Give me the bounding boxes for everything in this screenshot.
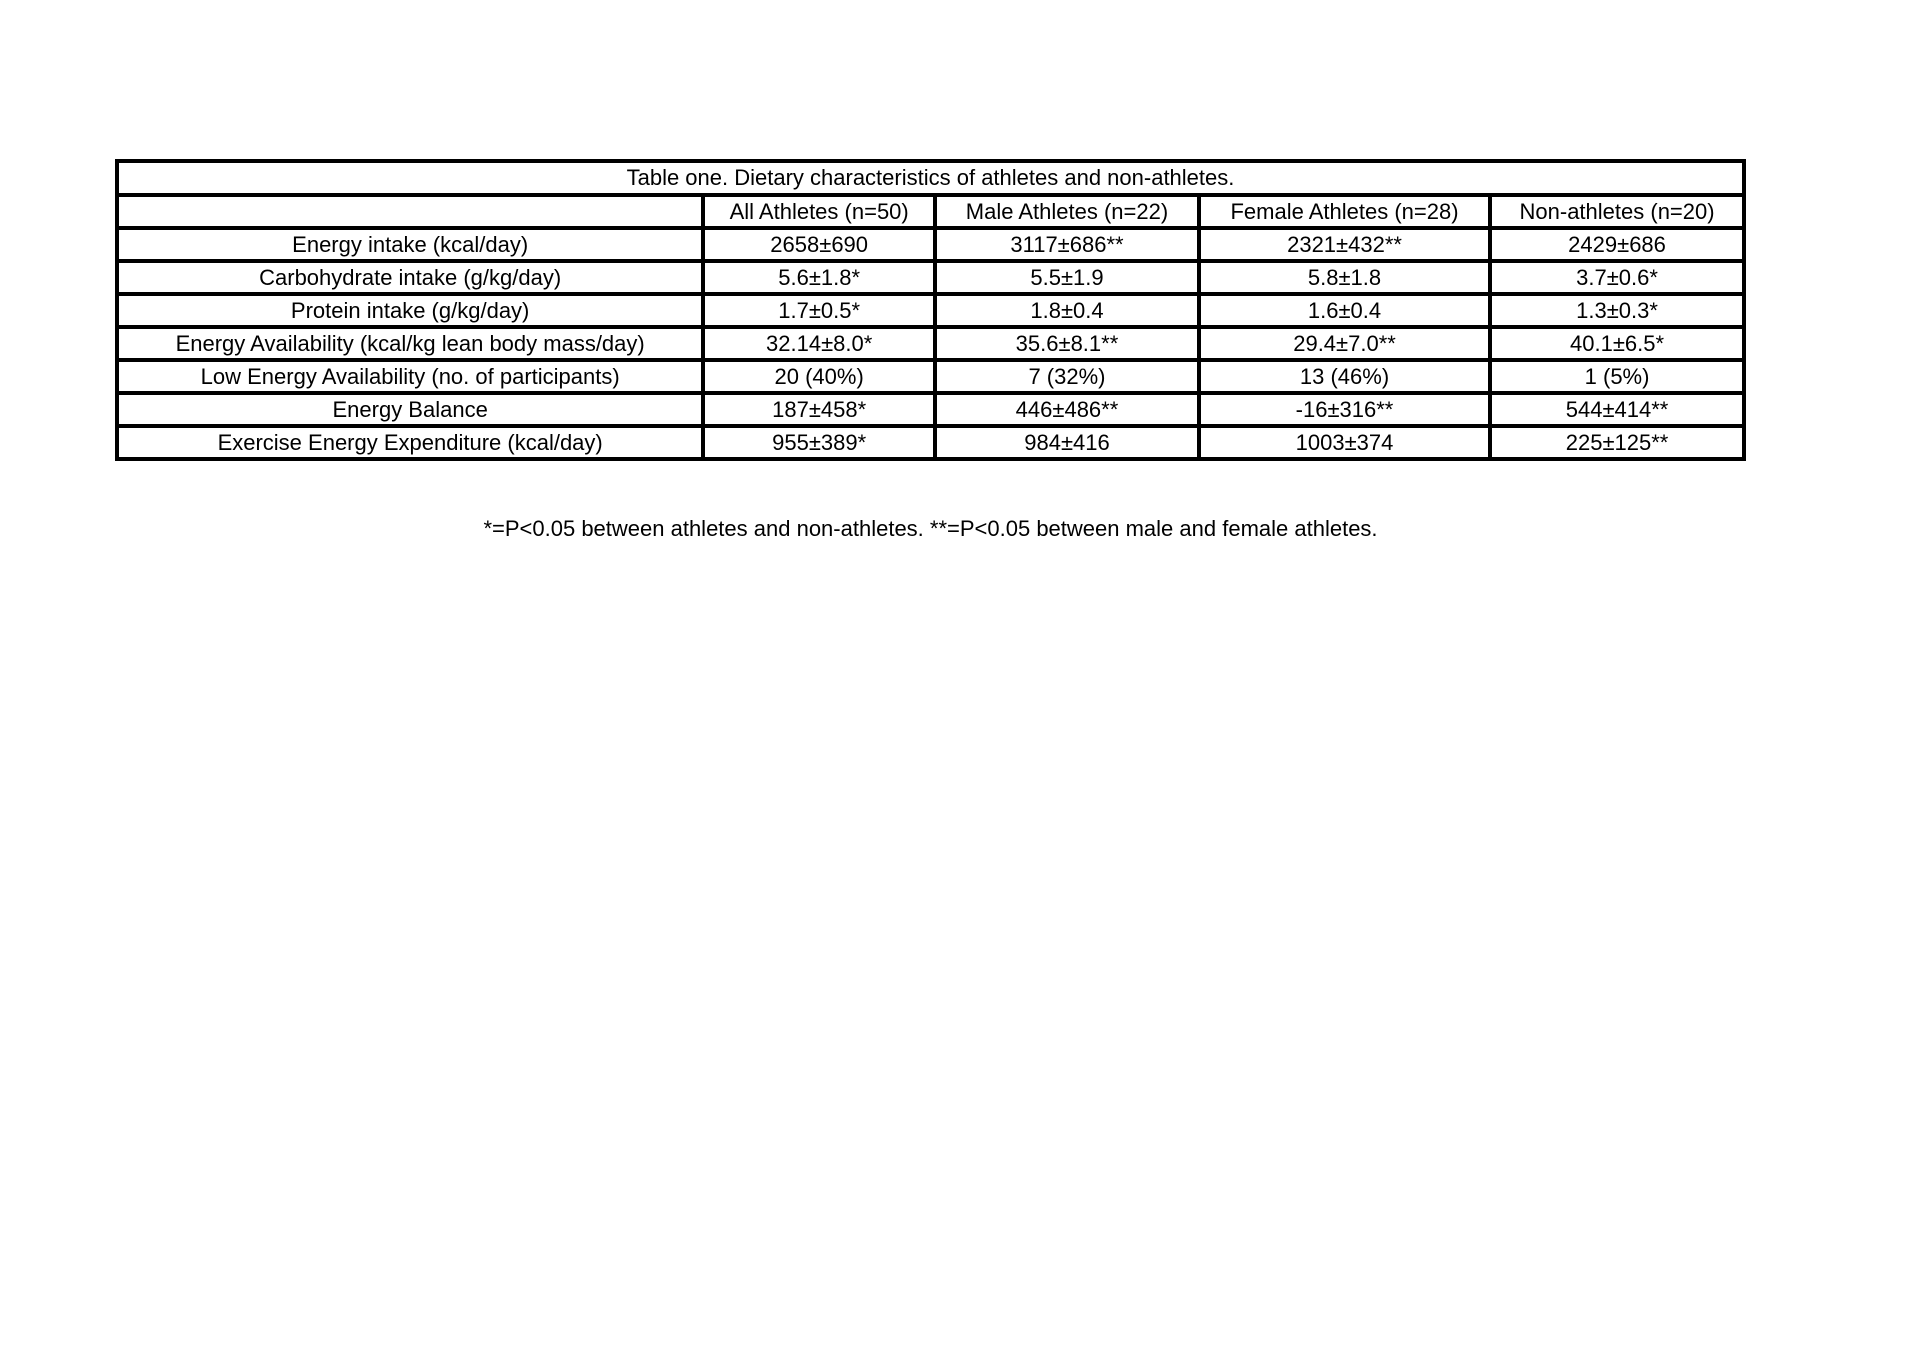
table-cell: 35.6±8.1** (935, 327, 1199, 360)
table-cell: 1.3±0.3* (1490, 294, 1744, 327)
table-cell: 32.14±8.0* (703, 327, 935, 360)
table-cell: 984±416 (935, 426, 1199, 459)
table-cell: 2658±690 (703, 228, 935, 261)
table-row (117, 426, 1744, 459)
row-label: Carbohydrate intake (g/kg/day) (117, 261, 703, 294)
table-title-row (117, 161, 1744, 195)
table-row (117, 393, 1744, 426)
table-footnote: *=P<0.05 between athletes and non-athletes. **=P<0.05 between male and female athletes. (483, 516, 1378, 541)
table-row (117, 327, 1744, 360)
header-cell-label (117, 195, 703, 228)
row-label: Energy Balance (117, 393, 703, 426)
table-cell: 7 (32%) (935, 360, 1199, 393)
table-row (117, 360, 1744, 393)
table-cell: 29.4±7.0** (1199, 327, 1490, 360)
table-cell: 1.7±0.5* (703, 294, 935, 327)
table-cell: 5.5±1.9 (935, 261, 1199, 294)
table-cell: 5.8±1.8 (1199, 261, 1490, 294)
table-cell: 1.6±0.4 (1199, 294, 1490, 327)
table-cell: 1.8±0.4 (935, 294, 1199, 327)
table-cell: 3.7±0.6* (1490, 261, 1744, 294)
row-label: Energy Availability (kcal/kg lean body mass/day) (117, 327, 703, 360)
table-row (117, 228, 1744, 261)
table-row (117, 261, 1744, 294)
table-cell: 2429±686 (1490, 228, 1744, 261)
table-cell: 40.1±6.5* (1490, 327, 1744, 360)
header-cell-all-athletes: All Athletes (n=50) (703, 195, 935, 228)
table-title: Table one. Dietary characteristics of athletes and non-athletes. (117, 161, 1744, 195)
table-cell: 1003±374 (1199, 426, 1490, 459)
table-cell: 955±389* (703, 426, 935, 459)
table-row (117, 294, 1744, 327)
row-label: Low Energy Availability (no. of participants) (117, 360, 703, 393)
table-cell: 3117±686** (935, 228, 1199, 261)
header-cell-non-athletes: Non-athletes (n=20) (1490, 195, 1744, 228)
table-cell: -16±316** (1199, 393, 1490, 426)
table-header-row (117, 195, 1744, 228)
row-label: Energy intake (kcal/day) (117, 228, 703, 261)
dietary-characteristics-table (115, 159, 1746, 461)
table-cell: 13 (46%) (1199, 360, 1490, 393)
table-cell: 225±125** (1490, 426, 1744, 459)
table-cell: 187±458* (703, 393, 935, 426)
header-cell-male-athletes: Male Athletes (n=22) (935, 195, 1199, 228)
table-cell: 2321±432** (1199, 228, 1490, 261)
table-cell: 544±414** (1490, 393, 1744, 426)
table-cell: 5.6±1.8* (703, 261, 935, 294)
table-cell: 446±486** (935, 393, 1199, 426)
table-cell: 20 (40%) (703, 360, 935, 393)
header-cell-female-athletes: Female Athletes (n=28) (1199, 195, 1490, 228)
row-label: Exercise Energy Expenditure (kcal/day) (117, 426, 703, 459)
row-label: Protein intake (g/kg/day) (117, 294, 703, 327)
table-cell: 1 (5%) (1490, 360, 1744, 393)
